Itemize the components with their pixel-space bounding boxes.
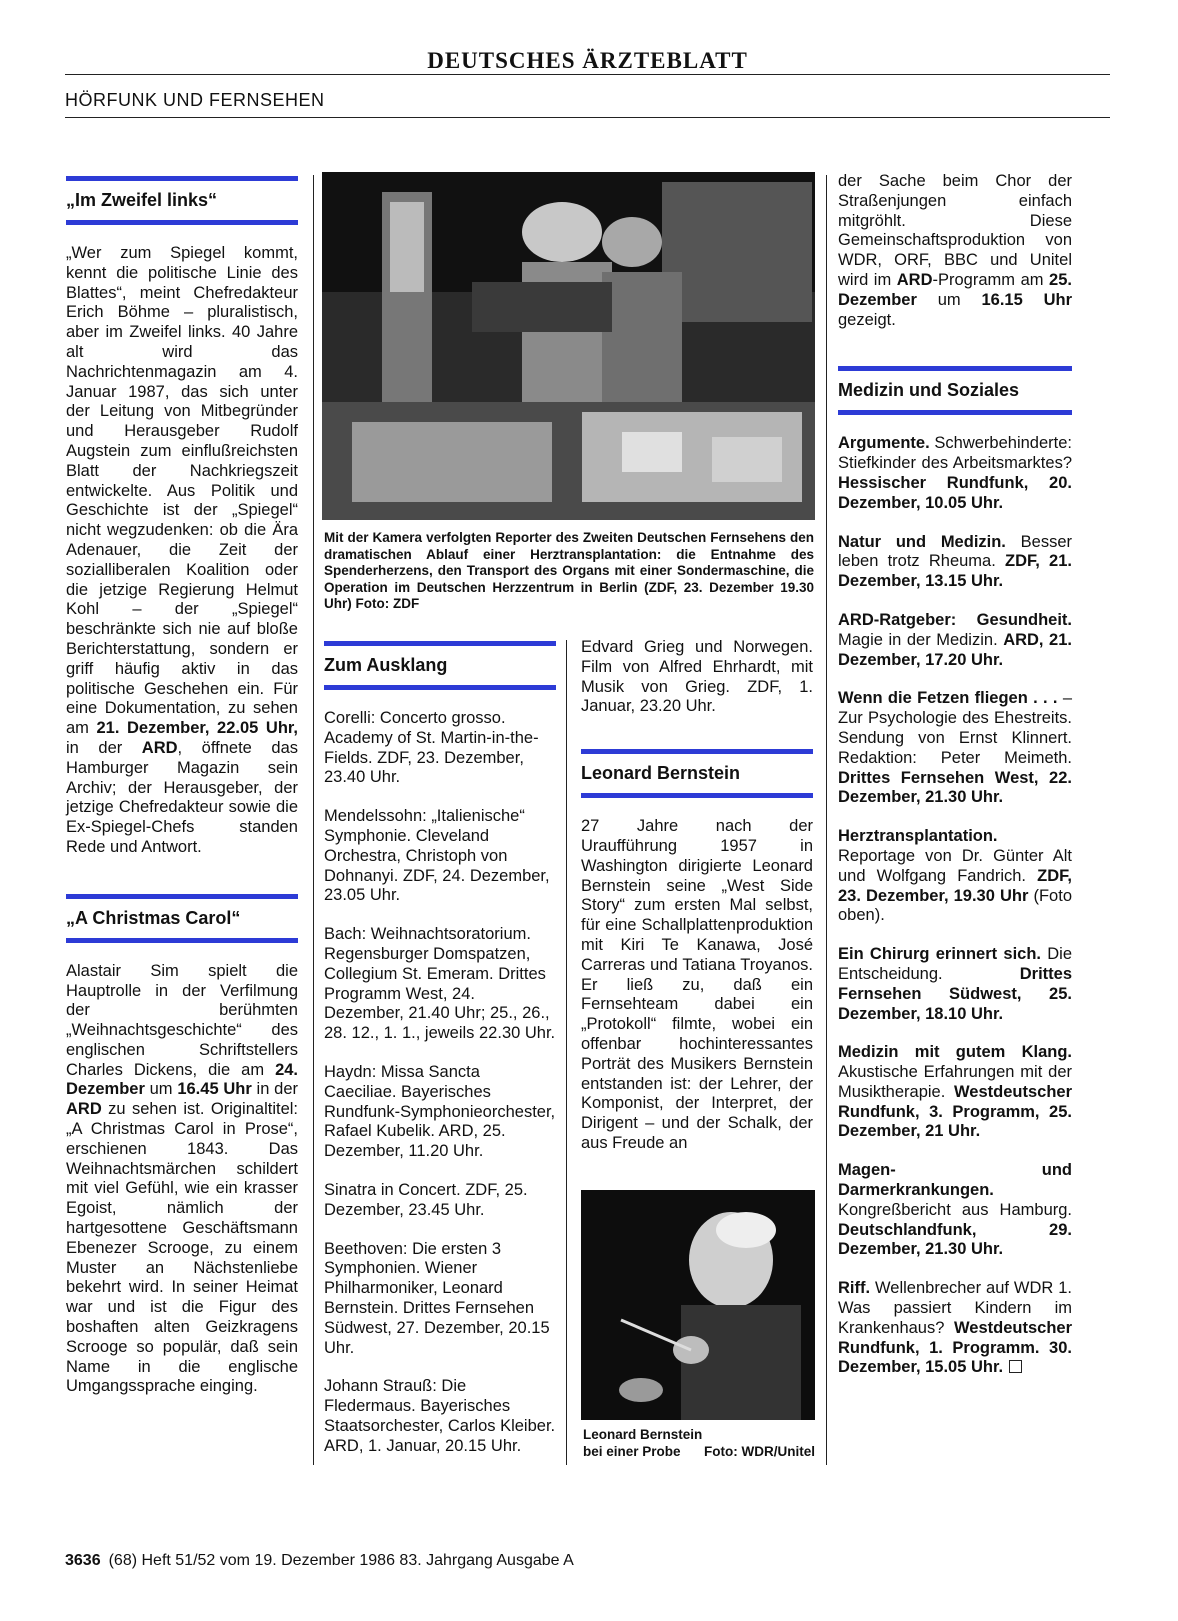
program-item: Edvard Grieg und Norwegen. Film von Alfred Ehrhardt, mit Musik von Grieg. ZDF, 1. Januar, 23.20 Uhr. bbox=[581, 638, 813, 716]
column-1 bbox=[66, 176, 298, 1397]
page-footer bbox=[65, 1552, 574, 1570]
article-christmas-carol: Alastair Sim spielt die Hauptrolle in der Verfilmung der berühmten „Weihnachtsgeschichte“ des englischen Schriftstellers Charles Dickens, die am 24. Dezember um 16.45 Uhr in der ARD zu sehen ist. Originaltitel: „A Christmas Carol in Prose“, erschienen 1843. Das Weihnachtsmärchen schildert mit viel Gefühl, wie ein krasser Egoist, nämlich der hartgesottene Geschäftsmann Ebenezer Scrooge, zu einem Muster an Nächstenliebe bekehrt wird. In seiner Heimat war und ist die Figur des boshaften alten Geizkragens Scrooge so populär, daß sein Name in die englische Umgangssprache einging. bbox=[66, 961, 299, 1396]
program-entry: Medizin mit gutem Klang. Akustische Erfahrungen mit der Musiktherapie. Westdeutscher Rundfunk, 3. Programm, 25. Dezember, 21 Uhr. bbox=[838, 1043, 1072, 1141]
article-spiegel: „Wer zum Spiegel kommt, kennt die politische Linie des Blattes“, meint Chefredakteur Erich Böhme – pluralistisch, aber im Zweifel links. 40 Jahre alt wird das Nachrichtenmagazin am 4. Januar 1987, das sich unter der Leitung von Mitbegründer und Herausgeber Rudolf Augstein zum einflußreichsten Blatt der Nachkriegszeit entwickelte. Aus Politik und Geschichte ist der „Spiegel“ nicht wegzudenken: ob die Ära Adenauer, die Zeit der sozialliberalen Koalition oder die jetzige Regierung Helmut Kohl – der „Spiegel“ beschränkte sich nie auf bloße Berichterstattung, sondern er griff häufig aktiv in das politische Geschehen ein. Für eine Dokumentation, zu sehen am 21. Dezember, 22.05 Uhr, in der ARD, öffnete das Hamburger Magazin sein Archiv; der Herausgeber, der jetzige Chefredakteur sowie die Ex-Spiegel-Chefs standen Rede und Antwort. bbox=[66, 244, 298, 856]
accent-bar bbox=[324, 685, 556, 690]
heading-christmas-carol: „A Christmas Carol“ bbox=[66, 907, 241, 928]
accent-bar bbox=[838, 366, 1072, 371]
program-entry: Wenn die Fetzen fliegen . . . – Zur Psychologie des Ehestreits. Sendung von Ernst Klinnert. Redaktion: Peter Meimeth. Drittes Fernsehen West, 22. Dezember, 21.30 Uhr. bbox=[838, 689, 1073, 807]
column-rule bbox=[826, 175, 827, 1465]
bernstein-photo bbox=[581, 1190, 815, 1420]
accent-bar bbox=[838, 410, 1072, 415]
heading-leonard-bernstein: Leonard Bernstein bbox=[581, 763, 741, 784]
program-entry: Natur und Medizin. Besser leben trotz Rheuma. ZDF, 21. Dezember, 13.15 Uhr. bbox=[838, 532, 1073, 591]
bernstein-caption-text: Leonard Bernstein bei einer Probe bbox=[583, 1427, 703, 1459]
surgery-photo-caption: Mit der Kamera verfolgten Reporter des Zweiten Deutschen Fernsehens den dramatischen Ablauf einer Herztransplantation: die Entnahme des Spenderherzens, den Transport des Organs mit einer Sondermaschine, die Operation im Deutschen Herzzentrum in Berlin (ZDF, 23. Dezember 19.30 Uhr) Foto: ZDF bbox=[324, 530, 814, 611]
column-2 bbox=[324, 641, 556, 1457]
column-4 bbox=[838, 172, 1072, 1378]
program-entry: ARD-Ratgeber: Gesundheit. Magie in der Medizin. ARD, 21. Dezember, 17.20 Uhr. bbox=[838, 610, 1072, 669]
bernstein-photo-caption bbox=[583, 1427, 815, 1460]
program-item: Johann Strauß: Die Fledermaus. Bayerisches Staatsorchester, Carlos Kleiber. ARD, 1. Januar, 20.15 Uhr. bbox=[324, 1377, 556, 1455]
bernstein-photo-credit: Foto: WDR/Unitel bbox=[704, 1443, 815, 1459]
heading-zum-ausklang: Zum Ausklang bbox=[324, 655, 448, 675]
accent-bar bbox=[66, 938, 298, 943]
accent-bar bbox=[66, 220, 298, 225]
program-entry: Riff. Wellenbrecher auf WDR 1. Was passiert Kindern im Krankenhaus? Westdeutscher Rundfunk, 1. Programm. 30. Dezember, 15.05 Uhr. bbox=[838, 1279, 1072, 1377]
masthead-rule bbox=[65, 74, 1110, 75]
program-entry: Herztransplantation. Reportage von Dr. Günter Alt und Wolfgang Fandrich. ZDF, 23. Dezember, 19.30 Uhr (Foto oben). bbox=[838, 827, 1072, 925]
article-bernstein-continued: der Sache beim Chor der Straßenjungen einfach mitgröhlt. Diese Gemeinschaftsproduktion von WDR, ORF, BBC und Unitel wird im ARD-Programm am 25. Dezember um 16.15 Uhr gezeigt. bbox=[838, 172, 1073, 329]
accent-bar bbox=[66, 176, 298, 181]
surgery-photo bbox=[322, 172, 815, 520]
accent-bar bbox=[581, 793, 813, 798]
accent-bar bbox=[66, 894, 298, 899]
heading-im-zweifel-links: „Im Zweifel links“ bbox=[66, 190, 218, 210]
end-mark-icon bbox=[1009, 1360, 1022, 1373]
accent-bar bbox=[581, 749, 813, 754]
program-item: Mendelssohn: „Italienische“ Symphonie. Cleveland Orchestra, Christoph von Dohnanyi. ZDF, 24. Dezember, 23.05 Uhr. bbox=[324, 807, 550, 905]
section-title: HÖRFUNK UND FERNSEHEN bbox=[65, 90, 325, 110]
section-rule bbox=[65, 117, 1110, 118]
program-item: Bach: Weihnachtsoratorium. Regensburger Domspatzen, Collegium St. Emeram. Drittes Programm West, 24. Dezember, 21.40 Uhr; 25., 26., 28. 12., 1. 1., jeweils 22.30 Uhr. bbox=[324, 925, 556, 1043]
issue-info: (68) Heft 51/52 vom 19. Dezember 1986 83. Jahrgang Ausgabe A bbox=[108, 1552, 574, 1569]
article-bernstein: 27 Jahre nach der Uraufführung 1957 in Washington dirigierte Leonard Bernstein seine „West Side Story“ zum ersten Mal selbst, für eine Schallplattenproduktion mit Kiri Te Kanawa, José Carreras und Tatiana Troyanos. Er ließ zu, daß ein Fernsehteam dabei ein „Protokoll“ filmte, wobei ein offenbar hochinteressantes Porträt des Musikers Bernstein entstanden ist: der Lehrer, der Komponist, der Interpret, der Dirigent – und der Schalk, der aus Freude an bbox=[581, 817, 813, 1152]
column-rule bbox=[566, 640, 567, 1465]
page-number: 3636 bbox=[65, 1552, 101, 1569]
masthead: DEUTSCHES ÄRZTEBLATT bbox=[427, 48, 748, 73]
program-entry: Magen- und Darmerkrankungen. Kongreßbericht aus Hamburg. Deutschlandfunk, 29. Dezember, 21.30 Uhr. bbox=[838, 1161, 1072, 1259]
heading-medizin-und-soziales: Medizin und Soziales bbox=[838, 380, 1020, 401]
program-item: Haydn: Missa Sancta Caeciliae. Bayerisches Rundfunk-Symphonieorchester, Rafael Kubelik. ARD, 25. Dezember, 11.20 Uhr. bbox=[324, 1062, 556, 1161]
program-item: Corelli: Concerto grosso. Academy of St. Martin-in-the-Fields. ZDF, 23. Dezember, 23.40 Uhr. bbox=[324, 709, 539, 787]
column-rule bbox=[313, 175, 314, 1465]
accent-bar bbox=[324, 641, 556, 646]
program-entry: Ein Chirurg erinnert sich. Die Entscheidung. Drittes Fernsehen Südwest, 25. Dezember, 18.10 Uhr. bbox=[838, 945, 1072, 1023]
program-item: Beethoven: Die ersten 3 Symphonien. Wiener Philharmoniker, Leonard Bernstein. Drittes Fernsehen Südwest, 27. Dezember, 20.15 Uhr. bbox=[324, 1239, 550, 1357]
program-entry: Argumente. Schwerbehinderte: Stiefkinder des Arbeitsmarktes? Hessischer Rundfunk, 20. Dezember, 10.05 Uhr. bbox=[838, 434, 1072, 512]
program-item: Sinatra in Concert. ZDF, 25. Dezember, 23.45 Uhr. bbox=[324, 1180, 528, 1219]
column-3 bbox=[581, 638, 813, 1154]
